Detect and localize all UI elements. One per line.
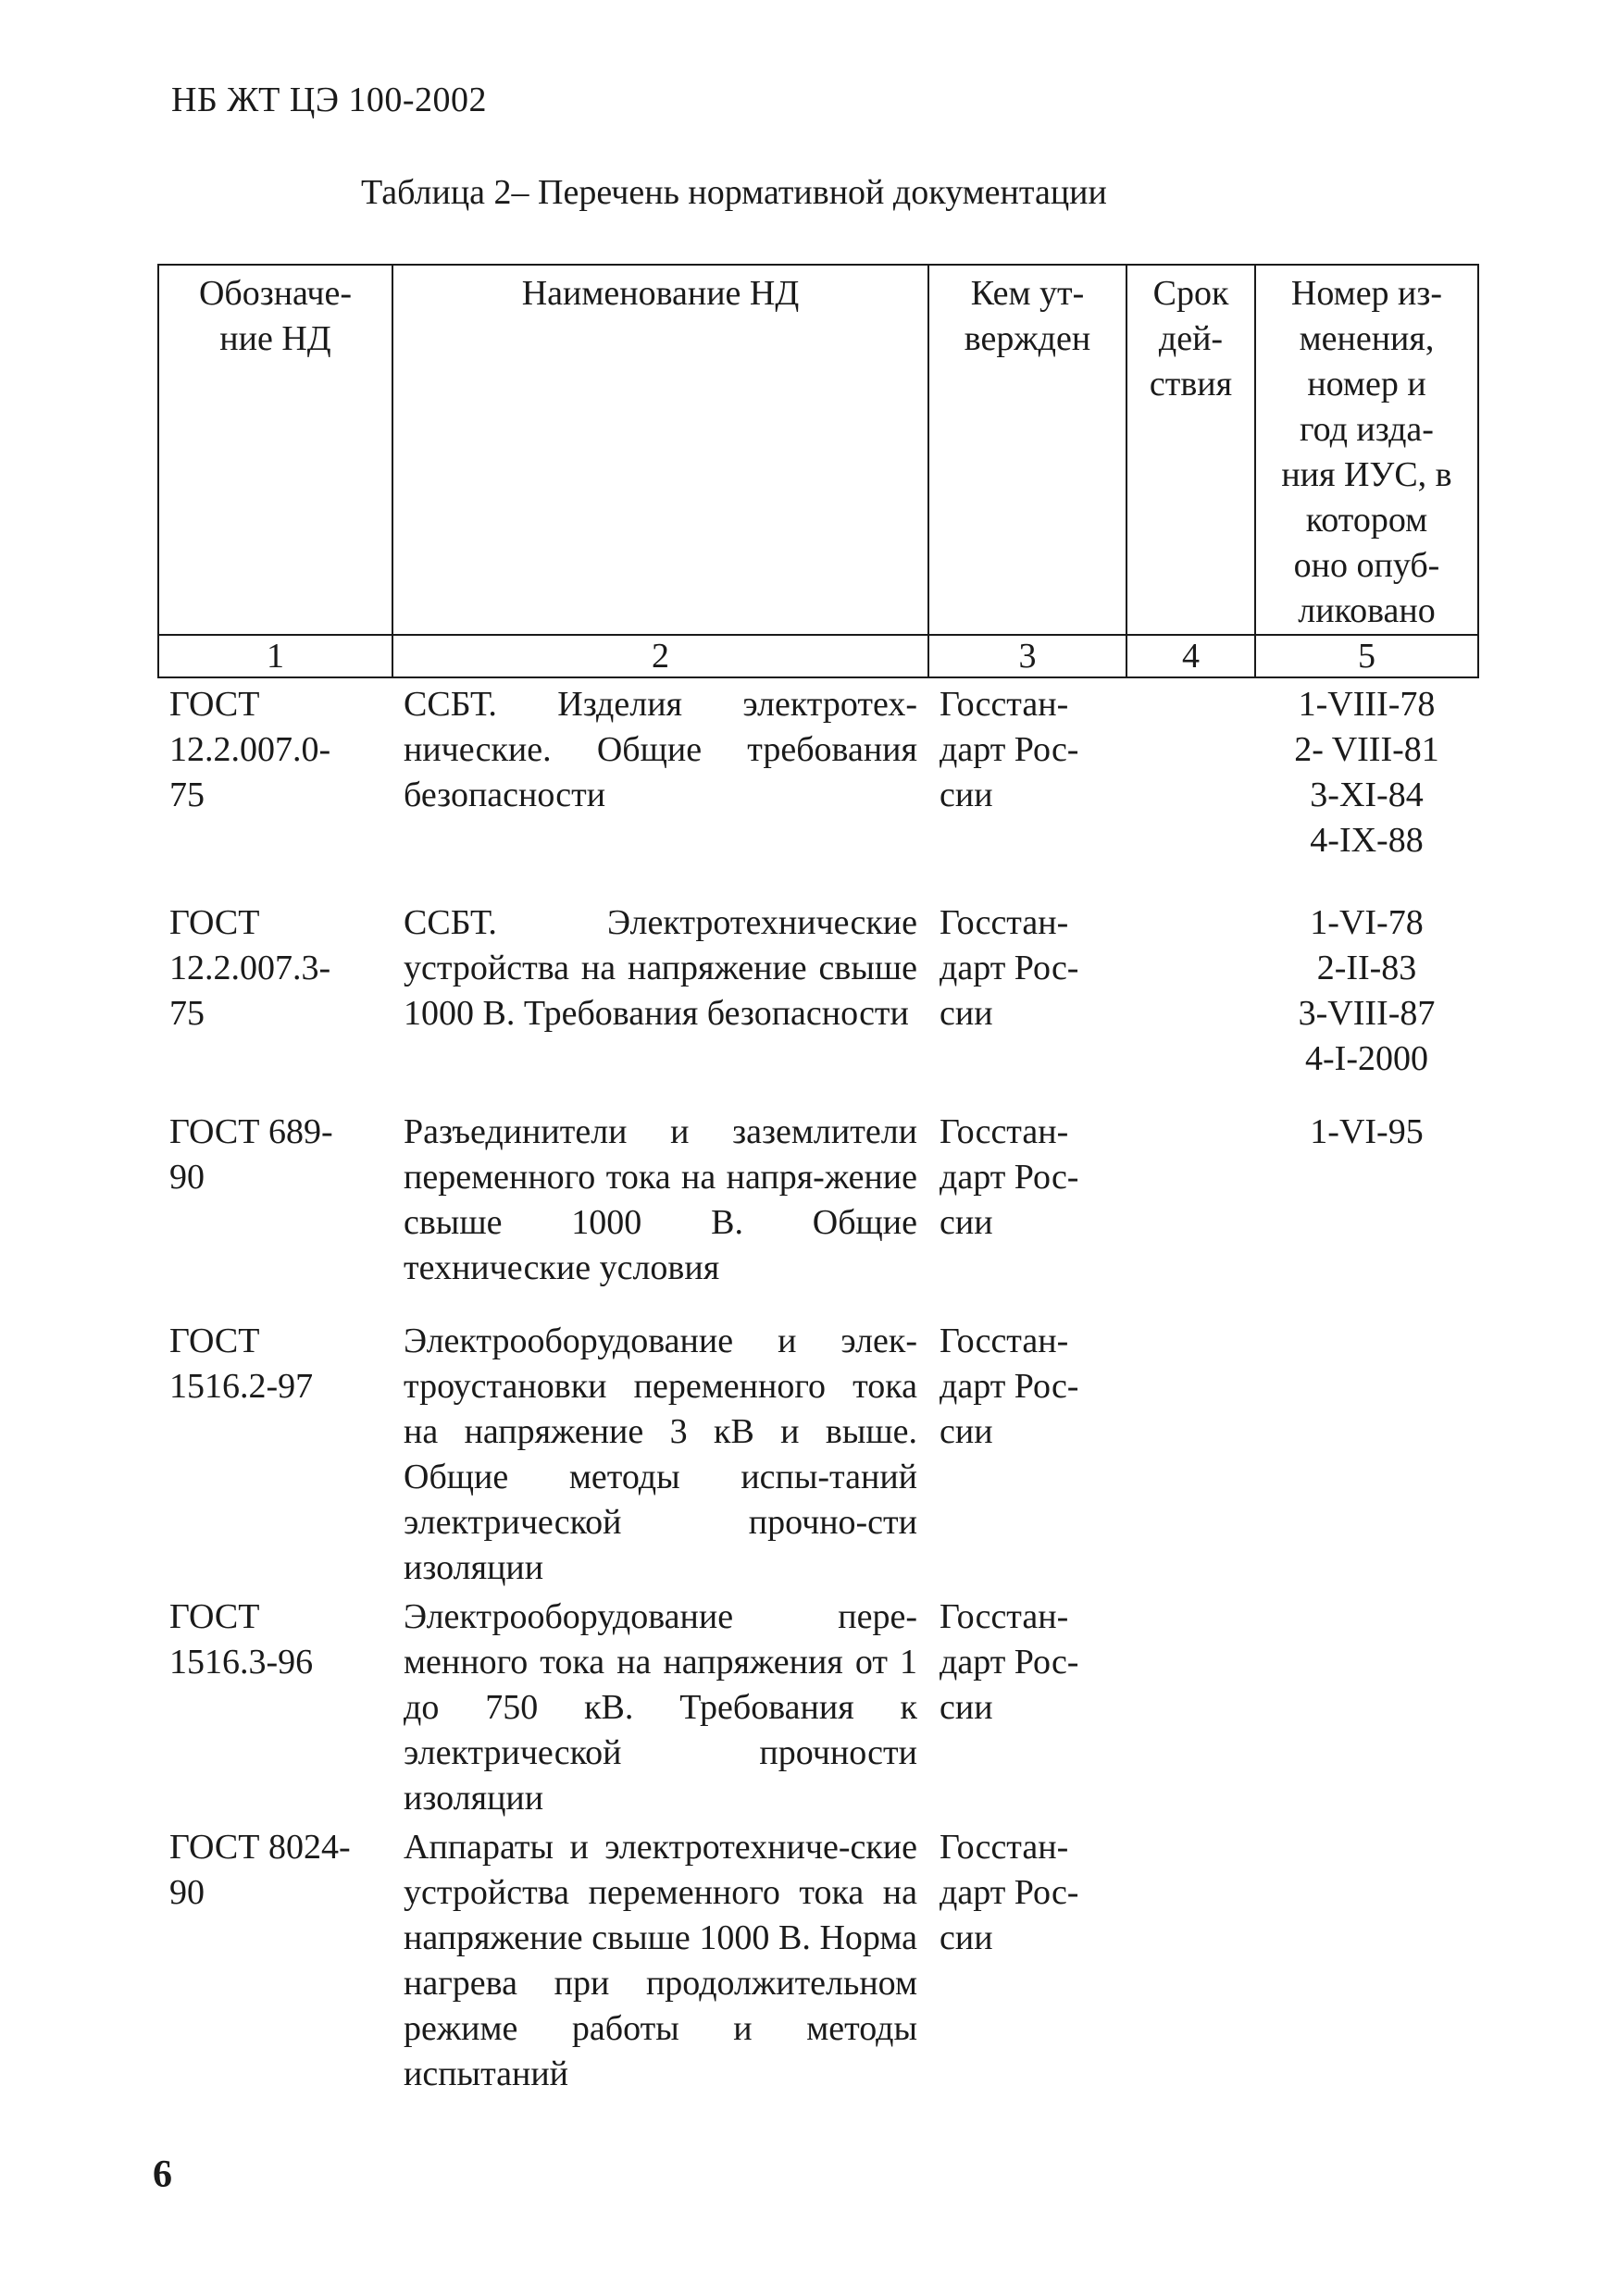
column-number: 1	[158, 635, 392, 677]
text-line: Наименование НД	[521, 274, 800, 313]
cell-approved-by	[928, 1106, 1126, 1315]
cell-designation	[158, 1315, 392, 1591]
text-line: дарт Рос-	[940, 730, 1079, 769]
cell-designation	[158, 1106, 392, 1315]
text-line: ГОСТ	[169, 1597, 260, 1636]
text-line: ствия	[1149, 365, 1233, 403]
cell-changes	[1255, 897, 1478, 1106]
cell-designation	[158, 677, 392, 897]
text-line: сии	[940, 776, 993, 814]
text-line: котором	[1305, 501, 1428, 540]
table-row	[158, 1315, 1478, 1591]
table-row	[158, 1106, 1478, 1315]
text-line: Номер из-	[1290, 274, 1443, 313]
cell-changes	[1255, 1315, 1478, 1591]
text-line: ГОСТ 689-	[169, 1112, 333, 1151]
text-line: Госстан-	[940, 1828, 1069, 1867]
text-line: 3-XI-84	[1310, 776, 1424, 814]
text-line: дарт Рос-	[940, 1643, 1079, 1682]
cell-validity	[1126, 897, 1255, 1106]
text-line: 75	[169, 994, 205, 1033]
text-line: сии	[940, 1412, 993, 1451]
text-line: менения,	[1299, 319, 1435, 358]
text-line: сии	[940, 1688, 993, 1727]
text-line: 1516.3-96	[169, 1643, 314, 1682]
text-line: дей-	[1158, 319, 1224, 358]
text-line: 1-VI-95	[1310, 1112, 1424, 1151]
text-line: дарт Рос-	[940, 1367, 1079, 1406]
column-number-row	[158, 635, 1478, 677]
table-header-row	[158, 265, 1478, 635]
column-number: 3	[928, 635, 1126, 677]
text-line: 2-II-83	[1316, 949, 1417, 987]
text-line: сии	[940, 1918, 993, 1957]
normative-documents-table-wrapper	[157, 264, 1479, 2097]
text-line: 12.2.007.0-	[169, 730, 331, 769]
cell-changes	[1255, 1591, 1478, 1821]
cell-changes	[1255, 1106, 1478, 1315]
text-line: Госстан-	[940, 1112, 1069, 1151]
cell-name: Электрооборудование пере-менного тока на напряжения от 1 до 750 кВ. Требования к электрической прочности изоляции	[404, 1597, 917, 1818]
text-line: Госстан-	[940, 903, 1069, 942]
cell-changes	[1255, 677, 1478, 897]
text-line: 1516.2-97	[169, 1367, 314, 1406]
cell-approved-by	[928, 677, 1126, 897]
table-row	[158, 1821, 1478, 2097]
text-line: ния ИУС, в	[1281, 455, 1452, 494]
cell-name: Электрооборудование и элек-троустановки переменного тока на напряжение 3 кВ и выше. Общие методы испы-таний электрической прочно-сти изоляции	[404, 1322, 917, 1587]
text-line: сии	[940, 994, 993, 1033]
text-line: дарт Рос-	[940, 1158, 1079, 1197]
text-line: 4-I-2000	[1305, 1039, 1428, 1078]
cell-name: ССБТ. Электротехнические устройства на напряжение свыше 1000 В. Требования безопасности	[404, 903, 917, 1033]
cell-validity	[1126, 1821, 1255, 2097]
cell-validity	[1126, 1106, 1255, 1315]
cell-name: ССБТ. Изделия электротех-нические. Общие требования безопасности	[404, 685, 917, 814]
text-line: 90	[169, 1158, 205, 1197]
text-line: сии	[940, 1203, 993, 1242]
text-line: ГОСТ 8024-	[169, 1828, 351, 1867]
text-line: 2- VIII-81	[1294, 730, 1439, 769]
table-row	[158, 1591, 1478, 1821]
column-header-designation	[158, 265, 392, 635]
text-line: 75	[169, 776, 205, 814]
text-line: 90	[169, 1873, 205, 1912]
column-header-approved-by	[928, 265, 1126, 635]
document-code: НБ ЖТ ЦЭ 100-2002	[171, 81, 488, 119]
column-number: 2	[392, 635, 928, 677]
column-number: 5	[1255, 635, 1478, 677]
cell-name: Разъединители и заземлители переменного тока на напря-жение свыше 1000 В. Общие технические условия	[404, 1112, 917, 1287]
text-line: Срок	[1152, 274, 1229, 313]
cell-approved-by	[928, 1821, 1126, 2097]
cell-approved-by	[928, 1591, 1126, 1821]
text-line: Госстан-	[940, 685, 1069, 724]
column-header-name	[392, 265, 928, 635]
cell-approved-by	[928, 1315, 1126, 1591]
cell-validity	[1126, 677, 1255, 897]
text-line: дарт Рос-	[940, 1873, 1079, 1912]
cell-validity	[1126, 1315, 1255, 1591]
text-line: 3-VIII-87	[1298, 994, 1436, 1033]
cell-changes	[1255, 1821, 1478, 2097]
table-row	[158, 677, 1478, 897]
cell-approved-by	[928, 897, 1126, 1106]
text-line: ние НД	[219, 319, 331, 358]
text-line: 4-IX-88	[1310, 821, 1424, 860]
table-caption: Таблица 2– Перечень нормативной документации	[361, 173, 1107, 212]
text-line: 12.2.007.3-	[169, 949, 331, 987]
column-header-validity	[1126, 265, 1255, 635]
text-line: ГОСТ	[169, 1322, 260, 1360]
cell-designation	[158, 1591, 392, 1821]
text-line: номер и	[1307, 365, 1426, 403]
normative-documents-table	[157, 264, 1479, 2097]
cell-designation	[158, 1821, 392, 2097]
table-row	[158, 897, 1478, 1106]
text-line: дарт Рос-	[940, 949, 1079, 987]
cell-validity	[1126, 1591, 1255, 1821]
text-line: 1-VI-78	[1310, 903, 1424, 942]
column-number: 4	[1126, 635, 1255, 677]
column-header-changes	[1255, 265, 1478, 635]
cell-name: Аппараты и электротехниче-ские устройства переменного тока на напряжение свыше 1000 В. Норма нагрева при продолжительном режиме работы и методы испытаний	[404, 1828, 917, 2093]
text-line: Госстан-	[940, 1597, 1069, 1636]
text-line: 1-VIII-78	[1298, 685, 1436, 724]
text-line: оно опуб-	[1293, 546, 1440, 585]
text-line: Кем ут-	[970, 274, 1085, 313]
text-line: ГОСТ	[169, 903, 260, 942]
page-number: 6	[153, 2153, 172, 2196]
text-line: ГОСТ	[169, 685, 260, 724]
text-line: год изда-	[1300, 410, 1434, 449]
text-line: Госстан-	[940, 1322, 1069, 1360]
text-line: вержден	[964, 319, 1091, 358]
cell-designation	[158, 897, 392, 1106]
text-line: Обозначе-	[198, 274, 353, 313]
text-line: ликовано	[1298, 591, 1436, 630]
